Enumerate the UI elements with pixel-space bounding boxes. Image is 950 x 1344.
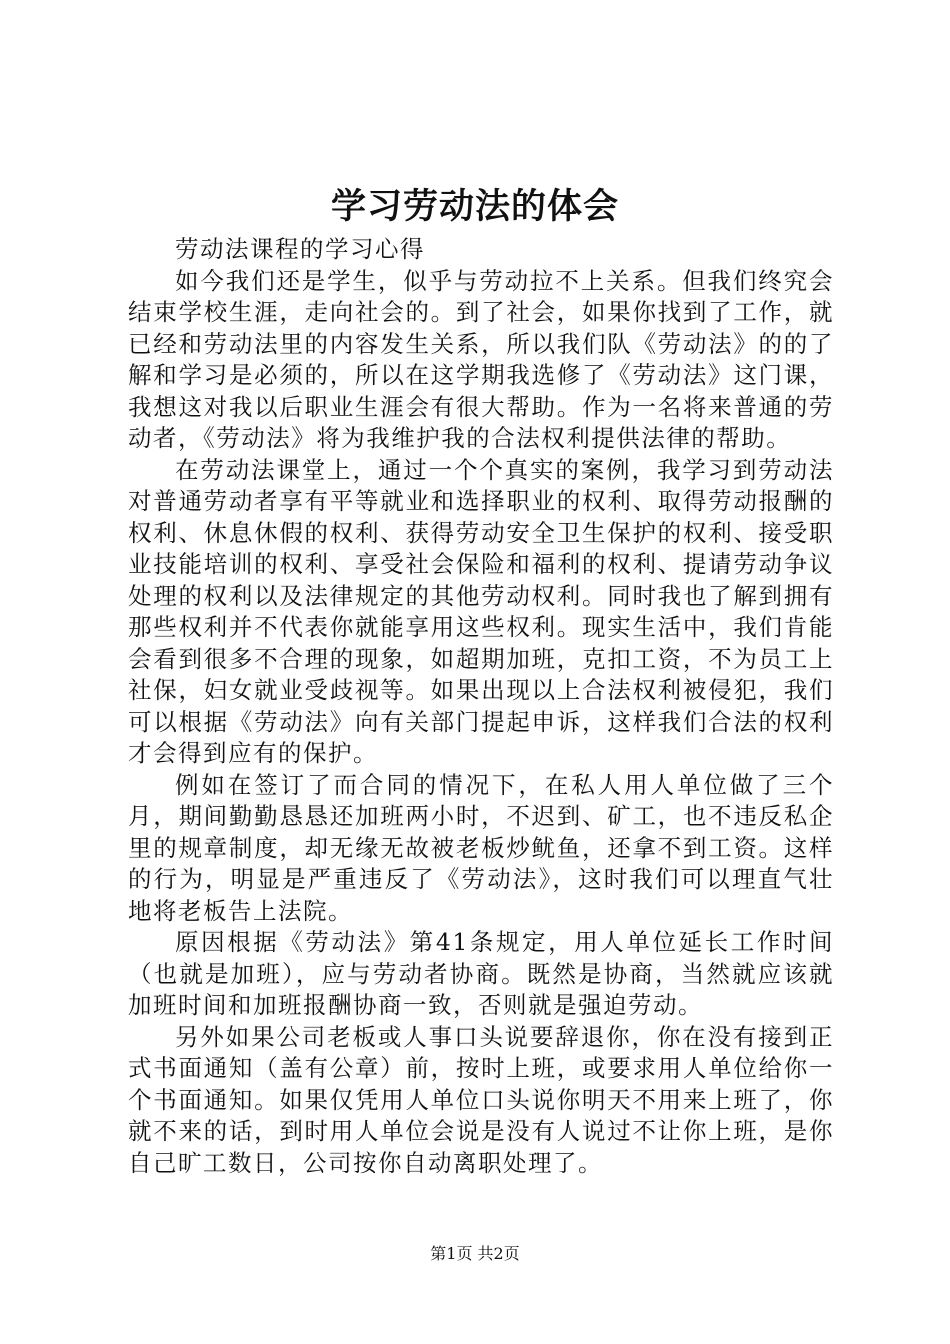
document-subtitle: 劳动法课程的学习心得 bbox=[175, 235, 425, 263]
page-footer: 第1页 共2页 bbox=[430, 1244, 520, 1263]
body-paragraph: 如今我们还是学生，似乎与劳动拉不上关系。但我们终究会结束学校生涯，走向社会的。到了社会，如果你找到了工作，就已经和劳动法里的内容发生关系，所以我们队《劳动法》的的了解和学习是必须的，所以在这学期我选修了《劳动法》这门课，我想这对我以后职业生涯会有很大帮助。作为一名将来普通的劳动者，《劳动法》将为我维护我的合法权利提供法律的帮助。 bbox=[128, 266, 834, 452]
body-paragraph: 例如在签订了而合同的情况下，在私人用人单位做了三个月，期间勤勤恳恳还加班两小时，不迟到、矿工，也不违反私企里的规章制度，却无缘无故被老板炒鱿鱼，还拿不到工资。这样的行为，明显是严重违反了《劳动法》，这时我们可以理直气壮地将老板告上法院。 bbox=[128, 770, 834, 925]
body-paragraph: 原因根据《劳动法》第41条规定，用人单位延长工作时间（也就是加班），应与劳动者协商。既然是协商，当然就应该就加班时间和加班报酬协商一致，否则就是强迫劳动。 bbox=[128, 928, 834, 1019]
body-paragraph: 在劳动法课堂上，通过一个个真实的案例，我学习到劳动法对普通劳动者享有平等就业和选择职业的权利、取得劳动报酬的权利、休息休假的权利、获得劳动安全卫生保护的权利、接受职业技能培训的权利、享受社会保险和福利的权利、提请劳动争议处理的权利以及法律规定的其他劳动权利。同时我也了解到拥有那些权利并不代表你就能享用这些权利。现实生活中，我们肯能会看到很多不合理的现象，如超期加班，克扣工资，不为员工上社保，妇女就业受歧视等。如果出现以上合法权利被侵犯，我们可以根据《劳动法》向有关部门提起申诉，这样我们合法的权利才会得到应有的保护。 bbox=[128, 455, 834, 767]
body-paragraph: 另外如果公司老板或人事口头说要辞退你，你在没有接到正式书面通知（盖有公章）前，按时上班，或要求用人单位给你一个书面通知。如果仅凭用人单位口头说你明天不用来上班了，你就不来的话，到时用人单位会说是没有人说过不让你上班，是你自己旷工数日，公司按你自动离职处理了。 bbox=[128, 1022, 834, 1177]
document-body bbox=[128, 234, 834, 1179]
document-title: 学习劳动法的体会 bbox=[330, 186, 619, 227]
